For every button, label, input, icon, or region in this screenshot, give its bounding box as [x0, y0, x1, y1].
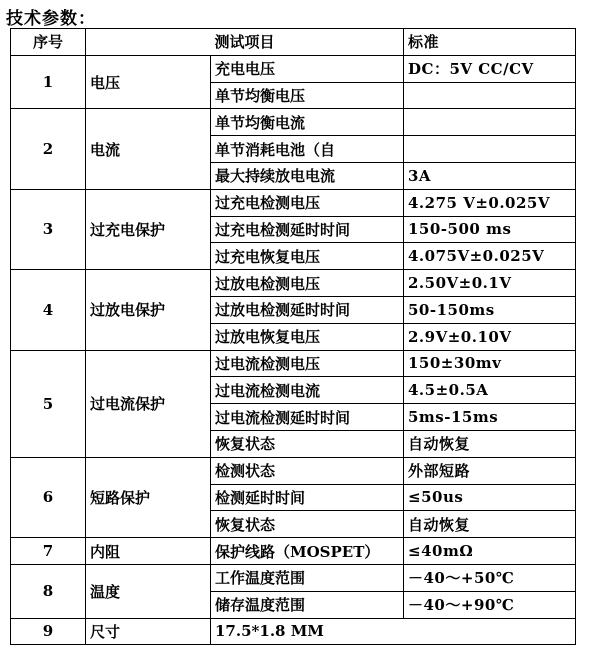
- row-category: 过电流保护: [86, 350, 211, 457]
- row-category: 短路保护: [86, 457, 211, 537]
- row-test-item: 过电流检测延时时间: [211, 404, 404, 431]
- header-item: 测试项目: [86, 29, 404, 56]
- section-title: 技术参数：: [6, 9, 96, 29]
- row-standard: 2.9V±0.10V: [404, 323, 576, 350]
- row-test-item: 最大持续放电电流: [211, 162, 404, 189]
- row-test-item: 过电流检测电流: [211, 377, 404, 404]
- row-standard: 4.275 V±0.025V: [404, 189, 576, 216]
- header-seq: 序号: [11, 29, 86, 56]
- row-standard: 自动恢复: [404, 430, 576, 457]
- row-test-item: 过充电检测电压: [211, 189, 404, 216]
- row-test-item: 过放电检测延时时间: [211, 296, 404, 323]
- row-seq: 7: [11, 538, 86, 565]
- row-standard: 150±30mv: [404, 350, 576, 377]
- row-test-item: 过充电恢复电压: [211, 243, 404, 270]
- row-test-item: 保护线路（MOSPET）: [211, 538, 404, 565]
- row-test-item: 工作温度范围: [211, 564, 404, 591]
- row-standard: －40～+90℃: [404, 591, 576, 618]
- row-seq: 2: [11, 109, 86, 189]
- header-row: [11, 29, 576, 56]
- table-row: [11, 457, 576, 484]
- row-standard: 3A: [404, 162, 576, 189]
- row-test-item: 过放电检测电压: [211, 270, 404, 297]
- row-standard: 5ms-15ms: [404, 404, 576, 431]
- row-standard: DC：5V CC/CV: [404, 55, 576, 82]
- row-test-item: 充电电压: [211, 55, 404, 82]
- table-row: [11, 618, 576, 645]
- row-standard: ≤40mΩ: [404, 538, 576, 565]
- row-standard: 150-500 ms: [404, 216, 576, 243]
- row-seq: 1: [11, 55, 86, 109]
- row-test-item: 检测延时时间: [211, 484, 404, 511]
- row-standard: 2.50V±0.1V: [404, 270, 576, 297]
- row-category: 内阻: [86, 538, 211, 565]
- row-standard: 自动恢复: [404, 511, 576, 538]
- row-test-item: 恢复状态: [211, 511, 404, 538]
- table-row: [11, 564, 576, 591]
- row-category: 温度: [86, 564, 211, 618]
- row-category: 过放电保护: [86, 270, 211, 350]
- row-test-item: 过电流检测电压: [211, 350, 404, 377]
- spec-table: [10, 28, 576, 645]
- row-standard: [404, 82, 576, 109]
- header-standard: 标准: [404, 29, 576, 56]
- row-seq: 3: [11, 189, 86, 269]
- row-seq: 8: [11, 564, 86, 618]
- row-category: 过充电保护: [86, 189, 211, 269]
- row-standard: －40～+50℃: [404, 564, 576, 591]
- row-seq: 4: [11, 270, 86, 350]
- row-test-item: 过充电检测延时时间: [211, 216, 404, 243]
- row-standard: 4.5±0.5A: [404, 377, 576, 404]
- row-standard: ≤50us: [404, 484, 576, 511]
- table-row: [11, 109, 576, 136]
- row-standard: 4.075V±0.025V: [404, 243, 576, 270]
- table-row: [11, 350, 576, 377]
- row-test-item: 单节消耗电池（自: [211, 136, 404, 163]
- row-test-item: 恢复状态: [211, 430, 404, 457]
- row-category: 电流: [86, 109, 211, 189]
- row-category: 尺寸: [86, 618, 211, 645]
- row-standard: [404, 109, 576, 136]
- table-row: [11, 270, 576, 297]
- row-standard: 50-150ms: [404, 296, 576, 323]
- table-row: [11, 189, 576, 216]
- row-standard: 外部短路: [404, 457, 576, 484]
- row-category: 电压: [86, 55, 211, 109]
- row-test-item: 单节均衡电流: [211, 109, 404, 136]
- row-test-item: 单节均衡电压: [211, 82, 404, 109]
- row-seq: 5: [11, 350, 86, 457]
- row-seq: 9: [11, 618, 86, 645]
- row-test-item: 储存温度范围: [211, 591, 404, 618]
- row-value: 17.5*1.8 MM: [211, 618, 576, 645]
- row-standard: [404, 136, 576, 163]
- table-row: [11, 538, 576, 565]
- table-row: [11, 55, 576, 82]
- row-test-item: 检测状态: [211, 457, 404, 484]
- row-seq: 6: [11, 457, 86, 537]
- row-test-item: 过放电恢复电压: [211, 323, 404, 350]
